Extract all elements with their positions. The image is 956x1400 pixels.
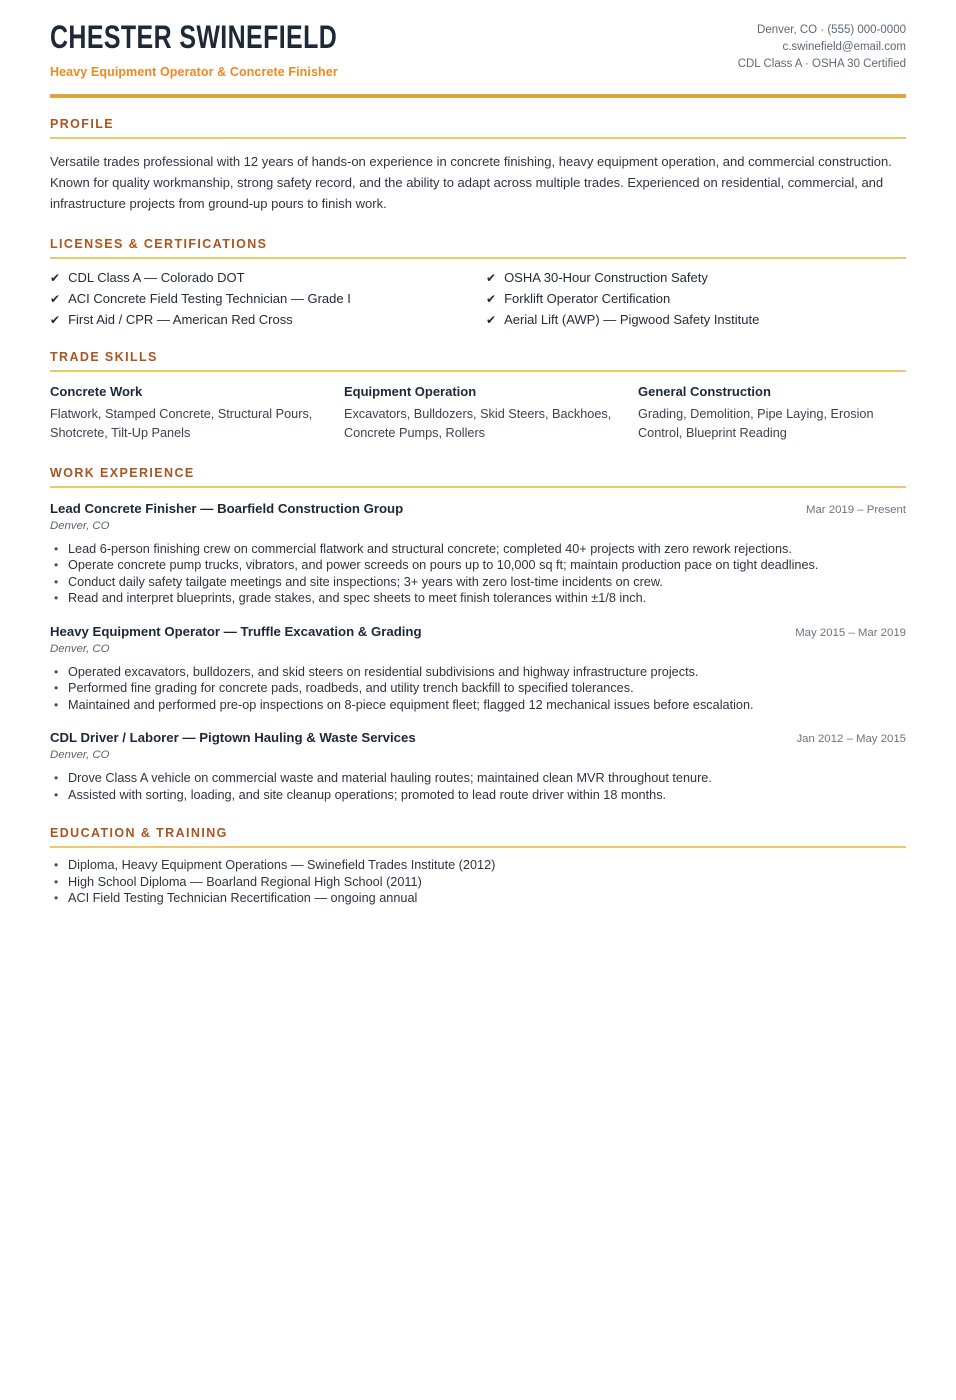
- job-bullet: • Operate concrete pump trucks, vibrators, and power screeds on pours up to 10,000 sq ft; maintain production pace on tight deadlines.: [50, 557, 906, 574]
- contact-line: c.swinefield@email.com: [782, 41, 906, 53]
- job-bullet-list: [50, 770, 906, 803]
- skill-category: [344, 384, 612, 443]
- header: [50, 16, 906, 79]
- license-item: [50, 313, 470, 327]
- contact-line: Denver, CO · (555) 000-0000: [757, 24, 906, 36]
- job-bullet: • Lead 6-person finishing crew on commercial flatwork and structural concrete; completed 40+ projects with zero rework rejections.: [50, 541, 906, 558]
- license-item: [50, 271, 470, 285]
- license-label: CDL Class A — Colorado DOT: [68, 269, 245, 285]
- license-label: ACI Concrete Field Testing Technician — Grade I: [68, 290, 351, 306]
- job-location: Denver, CO: [50, 519, 110, 532]
- person-name: CHESTER SWINEFIELD: [50, 19, 338, 55]
- header-divider-rule: [50, 94, 906, 98]
- skill-category-title: Concrete Work: [50, 383, 143, 399]
- skill-category: [638, 384, 906, 443]
- job-entry: [50, 624, 906, 714]
- experience-list: [50, 501, 906, 804]
- job-dates: May 2015 – Mar 2019: [795, 626, 906, 639]
- job-bullet: • Drove Class A vehicle on commercial waste and material hauling routes; maintained clean MVR throughout tenure.: [50, 770, 906, 787]
- education-item: • ACI Field Testing Technician Recertification — ongoing annual: [50, 890, 906, 907]
- skill-category-title: General Construction: [638, 383, 771, 399]
- job-bullet: • Performed fine grading for concrete pads, roadbeds, and utility trench backfill to specified tolerances.: [50, 680, 906, 697]
- section-underline: [50, 846, 906, 848]
- license-item: [486, 271, 906, 285]
- contact-block: [738, 22, 906, 73]
- job-dates: Jan 2012 – May 2015: [796, 733, 906, 746]
- section-heading-skills: TRADE SKILLS: [50, 349, 158, 364]
- job-bullet: • Maintained and performed pre-op inspections on 8-piece equipment fleet; flagged 12 mechanical issues before escalation.: [50, 697, 906, 714]
- job-bullet: • Operated excavators, bulldozers, and skid steers on residential subdivisions and highway infrastructure projects.: [50, 664, 906, 681]
- job-entry: [50, 730, 906, 803]
- skill-category-list: Grading, Demolition, Pipe Laying, Erosion Control, Blueprint Reading: [638, 406, 874, 440]
- section-heading-licenses: LICENSES & CERTIFICATIONS: [50, 236, 268, 251]
- license-label: First Aid / CPR — American Red Cross: [68, 311, 293, 327]
- license-label: OSHA 30-Hour Construction Safety: [504, 269, 708, 285]
- job-bullet-list: [50, 664, 906, 714]
- education-list: [50, 857, 906, 907]
- skill-category-list: Excavators, Bulldozers, Skid Steers, Backhoes, Concrete Pumps, Rollers: [344, 406, 612, 440]
- job-bullet: • Read and interpret blueprints, grade stakes, and spec sheets to meet finish tolerances within ±1/8 inch.: [50, 590, 906, 607]
- checkmark-icon: ✔: [50, 270, 61, 285]
- section-underline: [50, 257, 906, 259]
- job-bullet: • Assisted with sorting, loading, and site cleanup operations; promoted to lead route driver within 18 months.: [50, 787, 906, 804]
- job-header: [50, 730, 906, 745]
- professional-headline: Heavy Equipment Operator & Concrete Finisher: [50, 64, 338, 79]
- license-label: Forklift Operator Certification: [504, 290, 671, 306]
- licenses-column-left: [50, 271, 470, 327]
- section-heading-education: EDUCATION & TRAINING: [50, 826, 228, 841]
- license-item: [486, 292, 906, 306]
- education-item: • Diploma, Heavy Equipment Operations — Swinefield Trades Institute (2012): [50, 857, 906, 874]
- job-location: Denver, CO: [50, 749, 110, 762]
- license-item: [50, 292, 470, 306]
- checkmark-icon: ✔: [50, 291, 61, 306]
- job-location: Denver, CO: [50, 642, 110, 655]
- education-item: • High School Diploma — Boarland Regional High School (2011): [50, 874, 906, 891]
- job-dates: Mar 2019 – Present: [805, 503, 906, 516]
- checkmark-icon: ✔: [486, 270, 497, 285]
- section-underline: [50, 486, 906, 488]
- section-underline: [50, 137, 906, 139]
- checkmark-icon: ✔: [50, 312, 61, 327]
- section-underline: [50, 370, 906, 372]
- checkmark-icon: ✔: [486, 312, 497, 327]
- job-title: Heavy Equipment Operator — Truffle Excavation & Grading: [50, 623, 422, 639]
- job-bullet: • Conduct daily safety tailgate meetings and site inspections; 3+ years with zero lost-time incidents on crew.: [50, 574, 906, 591]
- section-heading-profile: PROFILE: [50, 116, 114, 131]
- job-title: Lead Concrete Finisher — Boarfield Construction Group: [50, 500, 404, 516]
- job-header: [50, 501, 906, 516]
- skill-category: [50, 384, 318, 443]
- job-entry: [50, 501, 906, 607]
- profile-summary: Versatile trades professional with 12 years of hands-on experience in concrete finishing, heavy equipment operation, and commercial construction. Known for quality workmanship, strong safety record, and the ability to adapt across multiple trades. Experienced on residential, commercial, and infrastructure projects from ground-up pours to finish work.: [50, 153, 892, 211]
- header-identity: [50, 16, 418, 79]
- job-header: [50, 624, 906, 639]
- license-item: [486, 313, 906, 327]
- skill-category-list: Flatwork, Stamped Concrete, Structural Pours, Shotcrete, Tilt-Up Panels: [50, 406, 313, 440]
- skill-category-title: Equipment Operation: [344, 383, 477, 399]
- job-title: CDL Driver / Laborer — Pigtown Hauling & Waste Services: [50, 730, 416, 746]
- checkmark-icon: ✔: [486, 291, 497, 306]
- licenses-grid: [50, 271, 906, 327]
- section-heading-experience: WORK EXPERIENCE: [50, 465, 195, 480]
- contact-line: CDL Class A · OSHA 30 Certified: [737, 58, 906, 70]
- licenses-column-right: [486, 271, 906, 327]
- job-bullet-list: [50, 541, 906, 607]
- skills-grid: [50, 384, 906, 443]
- license-label: Aerial Lift (AWP) — Pigwood Safety Institute: [504, 311, 760, 327]
